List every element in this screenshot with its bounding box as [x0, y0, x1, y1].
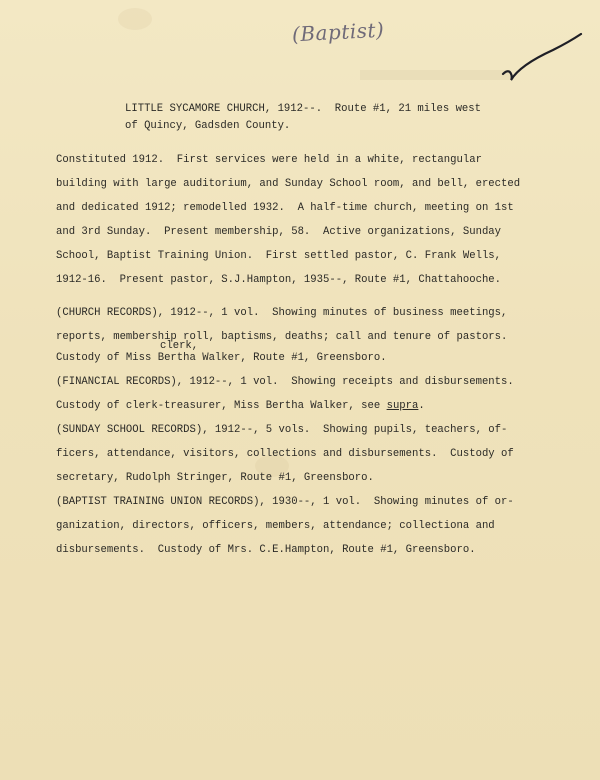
paper-stain — [118, 8, 152, 30]
body-line: 1912-16. Present pastor, S.J.Hampton, 1935--, Route #1, Chattahooche. — [56, 274, 502, 286]
record-line: Custody of Miss Bertha Walker, Route #1, Greensboro. — [56, 352, 387, 364]
record-line: ficers, attendance, visitors, collections and disbursements. Custody of — [56, 448, 514, 460]
record-line: (CHURCH RECORDS), 1912--, 1 vol. Showing minutes of business meetings, — [56, 307, 508, 319]
record-line: ganization, directors, officers, members, attendance; collectiona and — [56, 520, 495, 532]
document-heading-line-1: LITTLE SYCAMORE CHURCH, 1912--. Route #1, 21 miles west — [125, 103, 482, 115]
record-line: Custody of clerk-treasurer, Miss Bertha Walker, see supra. — [56, 400, 425, 412]
paper-bleed-through — [360, 70, 510, 80]
record-line: (FINANCIAL RECORDS), 1912--, 1 vol. Showing receipts and disbursements. — [56, 376, 514, 388]
body-line: and dedicated 1912; remodelled 1932. A half-time church, meeting on 1st — [56, 202, 514, 214]
record-line: disbursements. Custody of Mrs. C.E.Hampton, Route #1, Greensboro. — [56, 544, 476, 556]
body-line: and 3rd Sunday. Present membership, 58. Active organizations, Sunday — [56, 226, 502, 238]
check-mark-icon — [495, 26, 585, 86]
handwritten-annotation: (Baptist) — [291, 17, 385, 47]
body-line: building with large auditorium, and Sunday School room, and bell, erected — [56, 178, 521, 190]
record-line: secretary, Rudolph Stringer, Route #1, Greensboro. — [56, 472, 374, 484]
body-line: School, Baptist Training Union. First settled pastor, C. Frank Wells, — [56, 250, 502, 262]
body-line: Constituted 1912. First services were held in a white, rectangular — [56, 154, 482, 166]
record-line: (BAPTIST TRAINING UNION RECORDS), 1930--, 1 vol. Showing minutes of or- — [56, 496, 514, 508]
underlined-word: supra — [386, 400, 419, 412]
record-line: (SUNDAY SCHOOL RECORDS), 1912--, 5 vols. Showing pupils, teachers, of- — [56, 424, 508, 436]
handwritten-insertion: clerk, — [160, 340, 199, 352]
record-line: reports, membership roll, baptisms, deaths; call and tenure of pastors. — [56, 331, 508, 343]
document-heading-line-2: of Quincy, Gadsden County. — [125, 120, 291, 132]
